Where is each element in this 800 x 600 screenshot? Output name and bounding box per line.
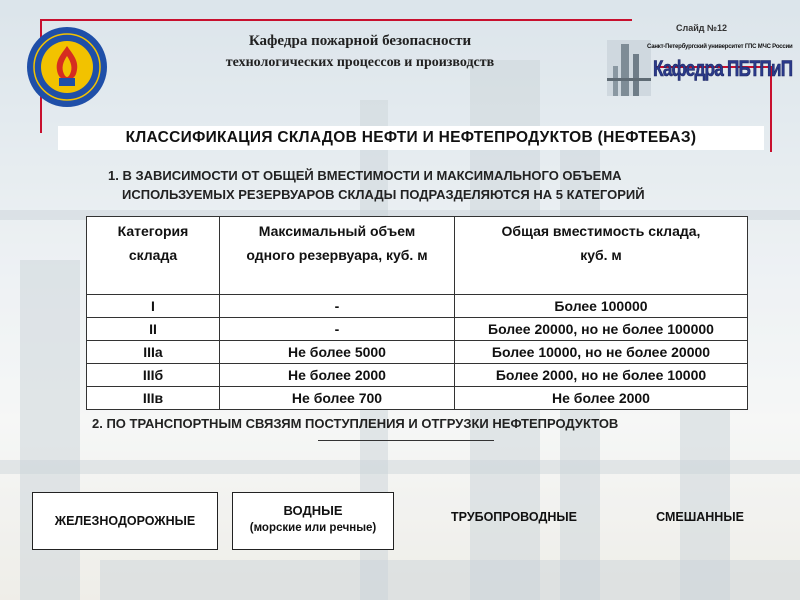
department-logo	[607, 40, 793, 96]
cell-category: IIIб	[87, 364, 220, 387]
university-emblem	[26, 26, 108, 108]
cell-category: II	[87, 318, 220, 341]
section1-line1: 1. В ЗАВИСИМОСТИ ОТ ОБЩЕЙ ВМЕСТИМОСТИ И МАКСИМАЛЬНОГО ОБЪЕМА	[108, 168, 622, 183]
department-title-line1: Кафедра пожарной безопасности	[248, 33, 472, 49]
column-header-category	[87, 217, 220, 295]
cell-total-capacity: Более 2000, но не более 10000	[455, 364, 748, 387]
cell-max-volume: -	[220, 318, 455, 341]
column-header-category-line2: склада	[128, 247, 178, 263]
department-title	[180, 30, 540, 74]
table-row	[87, 364, 748, 387]
slide-number: Слайд №12	[676, 23, 728, 33]
frame-line-top	[40, 19, 632, 21]
transport-pipeline: ТРУБОПРОВОДНЫЕ	[451, 510, 577, 524]
logo-word: Кафедра ПБТПиП	[653, 56, 793, 81]
transport-water-note: (морские или речные)	[249, 522, 377, 534]
cell-max-volume: -	[220, 295, 455, 318]
cell-total-capacity: Более 10000, но не более 20000	[455, 341, 748, 364]
column-header-max-volume-line2: одного резервуара, куб. м	[246, 247, 428, 263]
refinery-tower-icon	[607, 40, 651, 96]
table-row	[87, 295, 748, 318]
cell-category: IIIв	[87, 387, 220, 410]
cell-max-volume: Не более 700	[220, 387, 455, 410]
table-row	[87, 318, 748, 341]
column-header-total-capacity-line2: куб. м	[580, 247, 622, 263]
section1-text	[108, 166, 748, 204]
table-header-row	[87, 217, 748, 295]
table-row	[87, 387, 748, 410]
page-title: КЛАССИФИКАЦИЯ СКЛАДОВ НЕФТИ И НЕФТЕПРОДУКТОВ (НЕФТЕБАЗ)	[58, 126, 764, 150]
logo-caption: Санкт-Петербургский университет ГПС МЧС России	[647, 44, 793, 50]
classification-table	[86, 216, 748, 410]
section1-line2: ИСПОЛЬЗУЕМЫХ РЕЗЕРВУАРОВ СКЛАДЫ ПОДРАЗДЕЛЯЮТСЯ НА 5 КАТЕГОРИЙ	[122, 187, 645, 202]
cell-total-capacity: Не более 2000	[455, 387, 748, 410]
cell-total-capacity: Более 100000	[455, 295, 748, 318]
transport-rail: ЖЕЛЕЗНОДОРОЖНЫЕ	[32, 492, 218, 550]
transport-water	[232, 492, 394, 550]
cell-total-capacity: Более 20000, но не более 100000	[455, 318, 748, 341]
section2-underline	[318, 440, 494, 441]
column-header-max-volume-line1: Максимальный объем	[258, 223, 416, 239]
section2-text: 2. ПО ТРАНСПОРТНЫМ СВЯЗЯМ ПОСТУПЛЕНИЯ И ОТГРУЗКИ НЕФТЕПРОДУКТОВ	[92, 416, 619, 431]
cell-category: IIIа	[87, 341, 220, 364]
table-row	[87, 341, 748, 364]
transport-water-label: ВОДНЫЕ	[283, 503, 343, 518]
column-header-max-volume	[220, 217, 455, 295]
column-header-total-capacity	[455, 217, 748, 295]
cell-category: I	[87, 295, 220, 318]
column-header-total-capacity-line1: Общая вместимость склада,	[501, 223, 701, 239]
transport-mixed: СМЕШАННЫЕ	[656, 510, 744, 524]
cell-max-volume: Не более 2000	[220, 364, 455, 387]
cell-max-volume: Не более 5000	[220, 341, 455, 364]
column-header-category-line1: Категория	[117, 223, 189, 239]
department-title-line2: технологических процессов и производств	[225, 55, 495, 70]
